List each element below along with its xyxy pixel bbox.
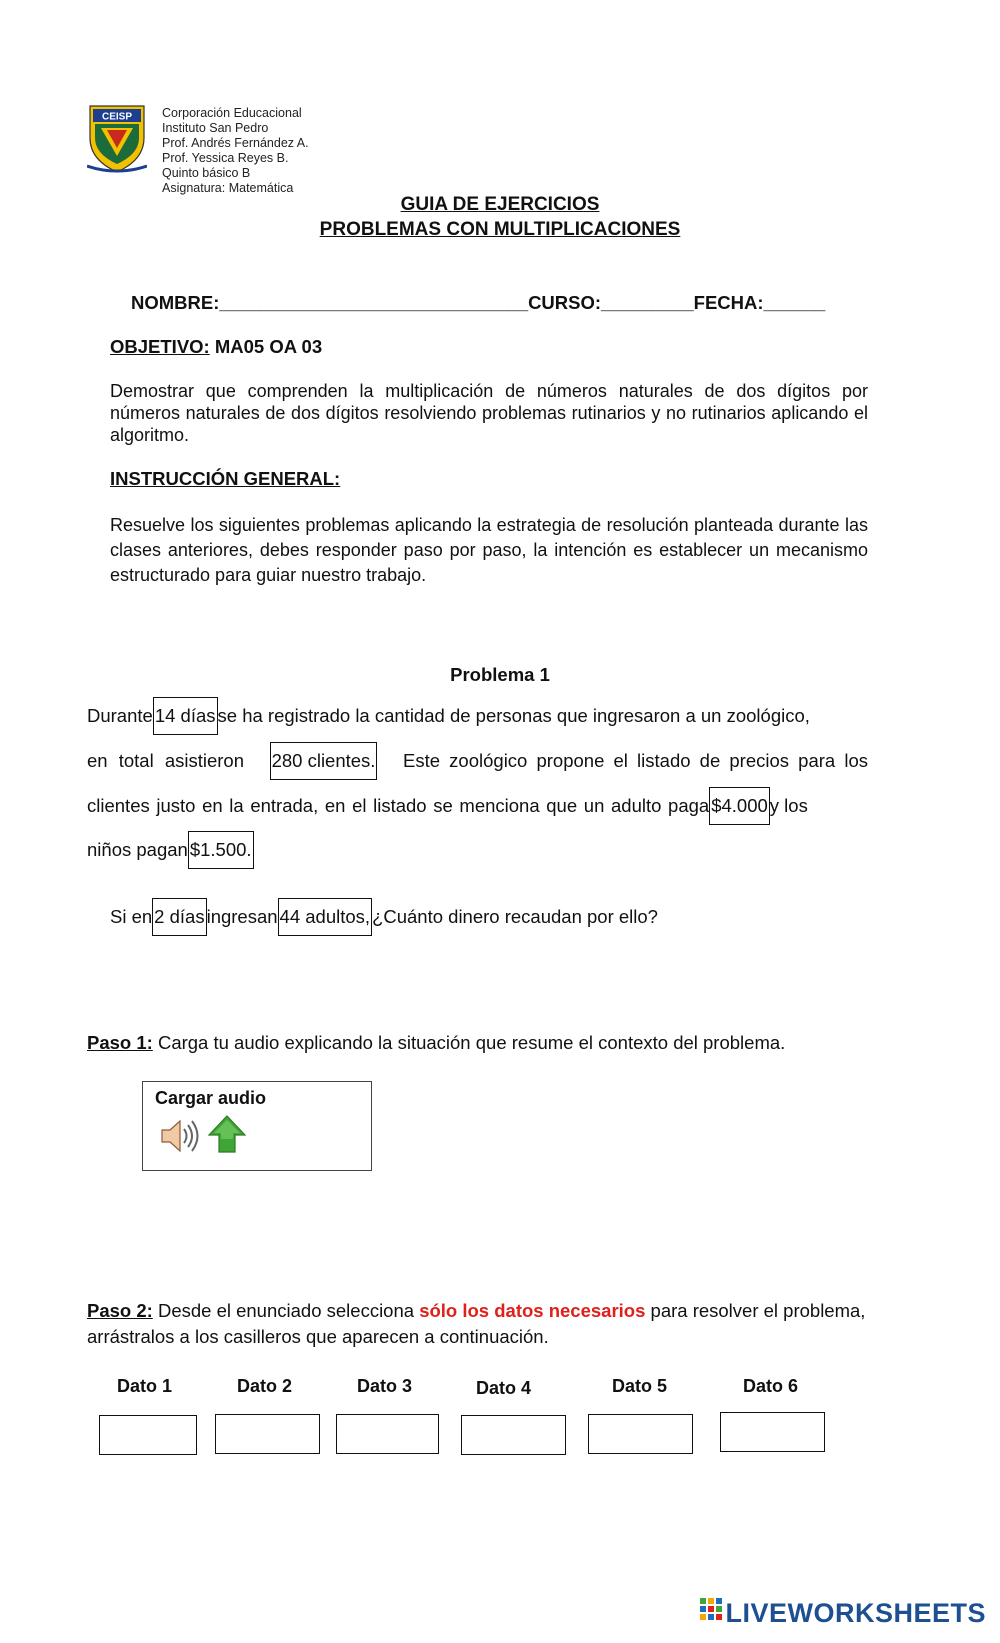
step2-text: para resolver el problema, bbox=[645, 1300, 866, 1321]
question-text: Si en bbox=[110, 906, 153, 927]
page-title: GUIA DE EJERCICIOS bbox=[400, 194, 600, 215]
problem-text: Durante bbox=[87, 705, 153, 726]
page-subtitle: PROBLEMAS CON MULTIPLICACIONES bbox=[319, 219, 681, 240]
student-fields bbox=[131, 292, 825, 314]
objective-label: OBJETIVO: bbox=[110, 336, 210, 357]
dato-4-label: Dato 4 bbox=[476, 1378, 532, 1398]
problem-line-1 bbox=[87, 697, 868, 735]
data-chip-1500[interactable]: $1.500. bbox=[188, 831, 254, 869]
dato-6-dropzone[interactable] bbox=[720, 1412, 825, 1452]
data-chip-44-adultos[interactable]: 44 adultos, bbox=[278, 898, 373, 936]
question-text: ¿Cuánto dinero recaudan por ello? bbox=[372, 906, 658, 927]
brand-name: LIVEWORKSHEETS bbox=[725, 1598, 986, 1628]
problem-question bbox=[110, 898, 658, 936]
problem-text: clientes justo en la entrada, en el listado se menciona que un adulto paga bbox=[87, 795, 710, 816]
problem-text: se ha registrado la cantidad de personas que ingresaron a un zoológico, bbox=[217, 705, 810, 726]
school-logo bbox=[87, 104, 147, 174]
data-chip-4000[interactable]: $4.000 bbox=[709, 787, 770, 825]
data-chip-14-dias[interactable]: 14 días bbox=[153, 697, 218, 735]
step2-line-1 bbox=[87, 1300, 865, 1322]
header-line: Instituto San Pedro bbox=[162, 121, 269, 135]
fecha-field: ______ bbox=[763, 292, 826, 313]
step2-text: Desde el enunciado selecciona bbox=[152, 1300, 420, 1321]
dato-1-label: Dato 1 bbox=[117, 1376, 173, 1396]
liveworksheets-logo-icon bbox=[700, 1598, 722, 1629]
dato-2-label: Dato 2 bbox=[237, 1376, 293, 1396]
nombre-label: NOMBRE: bbox=[131, 292, 220, 313]
objective-heading bbox=[110, 336, 322, 358]
step1-text: Carga tu audio explicando la situación que resume el contexto del problema. bbox=[152, 1032, 786, 1053]
header-line: Prof. Yessica Reyes B. bbox=[162, 151, 289, 165]
fecha-label: FECHA: bbox=[693, 292, 764, 313]
step1-line bbox=[87, 1032, 785, 1054]
data-chip-2-dias[interactable]: 2 días bbox=[152, 898, 206, 936]
instruction-text: Resuelve los siguientes problemas aplicando la estrategia de resolución planteada durante las clases anteriores, debes responder paso por paso, la intención es establecer un mecanismo estructurado para guiar nuestro trabajo. bbox=[110, 515, 868, 585]
step2-highlight: sólo los datos necesarios bbox=[419, 1300, 646, 1321]
objective-code: MA05 OA 03 bbox=[209, 336, 323, 357]
header-line: Asignatura: Matemática bbox=[162, 181, 294, 195]
dato-3-label: Dato 3 bbox=[357, 1376, 413, 1396]
footer-brand bbox=[700, 1598, 986, 1629]
instruction-heading: INSTRUCCIÓN GENERAL: bbox=[110, 468, 341, 489]
dato-2-dropzone[interactable] bbox=[215, 1414, 320, 1454]
problem-line-4 bbox=[87, 831, 254, 869]
upload-label: Cargar audio bbox=[155, 1088, 267, 1108]
header-line: Quinto básico B bbox=[162, 166, 251, 180]
dato-4-dropzone[interactable] bbox=[461, 1415, 566, 1455]
dato-3-dropzone[interactable] bbox=[336, 1414, 439, 1454]
data-chip-280-clientes[interactable]: 280 clientes. bbox=[270, 742, 378, 780]
objective-text: Demostrar que comprenden la multiplicación de números naturales de dos dígitos por números naturales de dos dígitos resolviendo problemas rutinarios y no rutinarios aplicando el algoritmo. bbox=[110, 381, 868, 445]
speaker-icon[interactable] bbox=[159, 1116, 201, 1161]
problem-line-2 bbox=[87, 742, 868, 780]
dato-5-dropzone[interactable] bbox=[588, 1414, 693, 1454]
nombre-field: ______________________________ bbox=[219, 292, 529, 313]
curso-field: _________ bbox=[601, 292, 694, 313]
problem-text: y los bbox=[769, 795, 808, 816]
dato-5-label: Dato 5 bbox=[612, 1376, 668, 1396]
header-line: Corporación Educacional bbox=[162, 106, 302, 120]
problem-text: en total asistieron bbox=[87, 750, 245, 771]
question-text: ingresan bbox=[206, 906, 278, 927]
logo-text: CEISP bbox=[101, 111, 133, 123]
step2-line-2: arrástralos a los casilleros que aparecen a continuación. bbox=[87, 1326, 549, 1347]
upload-arrow-icon[interactable] bbox=[207, 1114, 247, 1159]
school-header bbox=[162, 106, 309, 196]
problem-text: Este zoológico propone el listado de precios para los bbox=[403, 750, 868, 771]
step1-label: Paso 1: bbox=[87, 1032, 153, 1053]
curso-label: CURSO: bbox=[528, 292, 602, 313]
audio-upload-panel[interactable] bbox=[142, 1081, 372, 1171]
problem-text: niños pagan bbox=[87, 839, 188, 860]
step2-label: Paso 2: bbox=[87, 1300, 153, 1321]
problem-title: Problema 1 bbox=[450, 664, 550, 685]
problem-line-3 bbox=[87, 787, 868, 825]
dato-1-dropzone[interactable] bbox=[99, 1415, 197, 1455]
header-line: Prof. Andrés Fernández A. bbox=[162, 136, 309, 150]
dato-6-label: Dato 6 bbox=[743, 1376, 799, 1396]
